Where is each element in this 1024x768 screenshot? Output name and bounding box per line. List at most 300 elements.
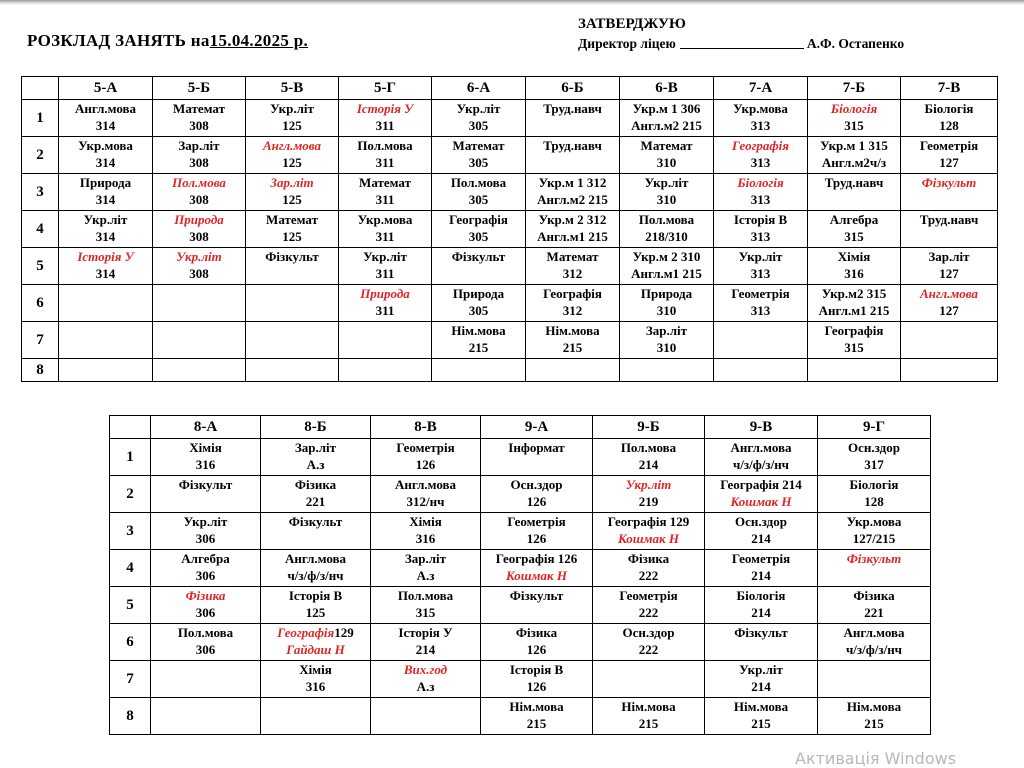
lesson-text: 316 (844, 266, 864, 281)
lesson-text: Англ.м2ч/з (821, 155, 887, 170)
lesson-cell (714, 322, 808, 359)
lesson-cell (153, 211, 246, 248)
lesson-line (714, 248, 807, 265)
lesson-cell (818, 550, 931, 587)
lesson-number: 8 (22, 359, 59, 382)
lesson-text: Математ (640, 138, 693, 153)
lesson-cell (432, 211, 526, 248)
lesson-text: Нім.мова (621, 699, 676, 714)
class-header-6-А: 6-А (432, 77, 526, 100)
lesson-cell (593, 550, 705, 587)
lesson-cell (901, 100, 998, 137)
lesson-text: Хімія (837, 249, 871, 264)
lesson-text: Пол.мова (620, 440, 677, 455)
lesson-line (371, 439, 480, 456)
lesson-cell (593, 476, 705, 513)
schedule-table-5-7 (21, 76, 998, 382)
lesson-cell (705, 550, 818, 587)
lesson-line (481, 550, 592, 567)
lesson-cell (818, 513, 931, 550)
lesson-text-highlight: Кошмак Н (617, 531, 679, 546)
lesson-cell (432, 248, 526, 285)
lesson-text-highlight: Фізкульт (921, 175, 977, 190)
lesson-text: Фізкульт (178, 477, 233, 492)
lesson-line (246, 137, 338, 154)
lesson-text: 127 (939, 266, 959, 281)
lesson-cell (59, 211, 153, 248)
lesson-line (593, 715, 704, 732)
lesson-cell (371, 513, 481, 550)
lesson-line (246, 191, 338, 208)
lesson-text: Нім.мова (846, 699, 902, 714)
lesson-text: Укр.літ (739, 662, 783, 677)
lesson-line (901, 211, 997, 228)
lesson-cell (714, 211, 808, 248)
lesson-line (151, 476, 260, 493)
lesson-text: Укр.м2 315 (821, 286, 887, 301)
lesson-line (808, 211, 900, 228)
lesson-line (481, 493, 592, 510)
class-header-9-Г: 9-Г (818, 416, 931, 439)
lesson-row (110, 439, 931, 476)
lesson-line (339, 174, 431, 191)
lesson-text: Зар.літ (178, 138, 220, 153)
lesson-line (526, 302, 619, 319)
lesson-line (818, 513, 930, 530)
lesson-line (620, 191, 713, 208)
lesson-line (59, 191, 152, 208)
lesson-text: 311 (375, 155, 395, 170)
lesson-line (481, 678, 592, 695)
lesson-line (432, 174, 525, 191)
lesson-line (261, 513, 370, 530)
director-name: А.Ф. Остапенко (806, 36, 905, 51)
lesson-cell (153, 174, 246, 211)
lesson-line (151, 439, 260, 456)
lesson-line (808, 137, 900, 154)
director-label: Директор ліцею (578, 36, 676, 51)
lesson-cell (901, 137, 998, 174)
lesson-line (901, 137, 997, 154)
lesson-line (481, 641, 592, 658)
lesson-text: Геометрія (396, 440, 455, 455)
lesson-text: Англ.мова (74, 101, 137, 116)
lesson-text: А.з (306, 457, 325, 472)
class-header-6-В: 6-В (620, 77, 714, 100)
lesson-text: 313 (750, 229, 771, 244)
lesson-number: 6 (22, 285, 59, 322)
class-header-9-Б: 9-Б (593, 416, 705, 439)
lesson-text: 214 (751, 605, 771, 620)
lesson-line (339, 191, 431, 208)
lesson-cell (432, 137, 526, 174)
lesson-text: Укр.літ (83, 212, 128, 227)
lesson-text-highlight: Фізкульт (846, 551, 902, 566)
lesson-cell (246, 137, 339, 174)
lesson-line (714, 228, 807, 245)
lesson-text: Англ.мова (284, 551, 347, 566)
lesson-line (371, 661, 480, 678)
lesson-cell (593, 624, 705, 661)
signature-line (680, 48, 804, 49)
lesson-cell (818, 661, 931, 698)
lesson-cell (705, 587, 818, 624)
lesson-cell (59, 137, 153, 174)
lesson-line (808, 285, 900, 302)
lesson-text: 125 (305, 605, 326, 620)
lesson-cell (901, 359, 998, 382)
lesson-line (432, 117, 525, 134)
lesson-line (705, 715, 817, 732)
lesson-text: 310 (656, 303, 677, 318)
lesson-text-highlight: Природа (174, 212, 224, 227)
lesson-text: 219 (638, 494, 659, 509)
lesson-text: 315 (844, 229, 864, 244)
lesson-number: 3 (22, 174, 59, 211)
lesson-line (593, 476, 704, 493)
lesson-cell (261, 624, 371, 661)
lesson-text: Укр.мова (357, 212, 413, 227)
lesson-cell (593, 698, 705, 735)
lesson-text: Англ.м1 215 (631, 266, 702, 281)
lesson-text: Укр.мова (846, 514, 902, 529)
lesson-text-highlight: Фізика (185, 588, 226, 603)
lesson-text: Пол.мова (450, 175, 507, 190)
class-header-row (110, 416, 931, 439)
lesson-cell (261, 513, 371, 550)
lesson-text: Англ.мова (394, 477, 457, 492)
lesson-number: 2 (110, 476, 151, 513)
lesson-text: Природа (640, 286, 693, 301)
lesson-text: Нім.мова (451, 323, 506, 338)
lesson-cell (371, 550, 481, 587)
lesson-number: 6 (110, 624, 151, 661)
lesson-cell (59, 322, 153, 359)
lesson-line (432, 211, 525, 228)
lesson-line (151, 530, 260, 547)
lesson-text: Укр.літ (644, 175, 689, 190)
lesson-text: Укр.м 2 310 (632, 249, 701, 264)
lesson-line (526, 285, 619, 302)
lesson-line (818, 698, 930, 715)
lesson-line (818, 641, 930, 658)
lesson-text: 317 (864, 457, 884, 472)
lesson-cell (593, 513, 705, 550)
lesson-line (593, 567, 704, 584)
lesson-line (705, 476, 817, 493)
lesson-line (714, 174, 807, 191)
lesson-line (620, 137, 713, 154)
lesson-line (339, 228, 431, 245)
lesson-cell (620, 322, 714, 359)
lesson-text: Геометрія (731, 551, 791, 566)
lesson-text: Пол.мова (638, 212, 695, 227)
lesson-number: 7 (22, 322, 59, 359)
lesson-number: 5 (22, 248, 59, 285)
lesson-text: Укр.мова (78, 138, 133, 153)
lesson-line (526, 265, 619, 282)
lesson-text: Географія (449, 212, 508, 227)
lesson-line (526, 339, 619, 356)
lesson-line (371, 550, 480, 567)
lesson-line (526, 228, 619, 245)
lesson-cell (339, 359, 432, 382)
corner-cell (22, 77, 59, 100)
class-header-7-Б: 7-Б (808, 77, 901, 100)
lesson-text: 314 (95, 192, 116, 207)
lesson-cell (339, 100, 432, 137)
lesson-text: Укр.літ (183, 514, 228, 529)
lesson-text: Географія 129 (607, 514, 690, 529)
lesson-text: А.з (416, 568, 435, 583)
approval-block (578, 16, 904, 52)
lesson-cell (526, 322, 620, 359)
lesson-cell (481, 550, 593, 587)
lesson-cell (901, 174, 998, 211)
lesson-line (481, 513, 592, 530)
lesson-cell (481, 513, 593, 550)
class-header-9-А: 9-А (481, 416, 593, 439)
lesson-text: 315 (844, 340, 864, 355)
lesson-line (481, 587, 592, 604)
lesson-cell (153, 359, 246, 382)
lesson-text: 316 (305, 679, 326, 694)
lesson-text: Пол.мова (397, 588, 454, 603)
lesson-cell (151, 550, 261, 587)
lesson-text: 316 (195, 457, 216, 472)
lesson-cell (59, 285, 153, 322)
lesson-row (110, 513, 931, 550)
lesson-row (22, 174, 998, 211)
lesson-line (593, 641, 704, 658)
lesson-line (371, 624, 480, 641)
lesson-cell (818, 439, 931, 476)
lesson-cell (808, 211, 901, 248)
lesson-text: Природа (79, 175, 132, 190)
lesson-cell (59, 174, 153, 211)
lesson-line (432, 339, 525, 356)
lesson-text: Англ.мова (730, 440, 792, 455)
lesson-text: Англ.м2 215 (631, 118, 702, 133)
lesson-cell (714, 137, 808, 174)
lesson-text: 310 (656, 155, 677, 170)
lesson-line (432, 228, 525, 245)
lesson-line (593, 456, 704, 473)
lesson-cell (705, 624, 818, 661)
lesson-line (620, 302, 713, 319)
lesson-text: 214 (638, 457, 659, 472)
lesson-text: 305 (468, 155, 489, 170)
lesson-text: Інформат (508, 440, 565, 455)
lesson-text: Осн.здор (735, 514, 787, 529)
lesson-cell (261, 476, 371, 513)
lesson-cell (705, 698, 818, 735)
lesson-text: 308 (189, 155, 209, 170)
lesson-line (59, 100, 152, 117)
lesson-line (808, 228, 900, 245)
lesson-line (620, 154, 713, 171)
lesson-cell (371, 624, 481, 661)
lesson-cell (151, 476, 261, 513)
lesson-text: Укр.м 1 315 (820, 138, 888, 153)
lesson-cell (808, 248, 901, 285)
lesson-text-highlight: Вих.год (403, 662, 448, 677)
class-header-7-В: 7-В (901, 77, 998, 100)
lesson-text: 316 (415, 531, 436, 546)
lesson-line (901, 265, 997, 282)
lesson-cell (620, 137, 714, 174)
lesson-line (432, 100, 525, 117)
lesson-text: 311 (375, 266, 395, 281)
lesson-line (59, 211, 152, 228)
lesson-line (261, 456, 370, 473)
lesson-line (901, 285, 997, 302)
lesson-text: Географія 126 (495, 551, 578, 566)
lesson-text: 215 (468, 340, 489, 355)
lesson-text: 214 (751, 679, 771, 694)
lesson-text: 312 (562, 266, 583, 281)
lesson-text-highlight: Біологія (830, 101, 878, 116)
lesson-line (705, 530, 817, 547)
lesson-cell (593, 439, 705, 476)
lesson-text: 214 (415, 642, 436, 657)
lesson-cell (705, 439, 818, 476)
lesson-cell (246, 359, 339, 382)
lesson-text: Математ (546, 249, 599, 264)
lesson-line (901, 248, 997, 265)
lesson-row (22, 137, 998, 174)
lesson-text: Математ (359, 175, 411, 190)
lesson-line (808, 100, 900, 117)
lesson-line (261, 567, 370, 584)
lesson-cell (151, 587, 261, 624)
lesson-line (371, 493, 480, 510)
lesson-line (714, 137, 807, 154)
lesson-line (818, 456, 930, 473)
lesson-cell (808, 174, 901, 211)
lesson-text: 315 (415, 605, 436, 620)
lesson-line (339, 117, 431, 134)
lesson-text: 308 (189, 266, 209, 281)
lesson-cell (901, 248, 998, 285)
lesson-text: 311 (375, 229, 395, 244)
lesson-text: 127 (939, 303, 959, 318)
lesson-cell (432, 285, 526, 322)
lesson-line (705, 698, 817, 715)
lesson-line (705, 456, 817, 473)
lesson-text: Нім.мова (545, 323, 600, 338)
lesson-line (705, 493, 817, 510)
lesson-text: Укр.літ (738, 249, 783, 264)
lesson-text: Фізика (515, 625, 558, 640)
lesson-line (432, 248, 525, 265)
lesson-line (593, 513, 704, 530)
lesson-line (714, 154, 807, 171)
lesson-text: Нім.мова (509, 699, 564, 714)
lesson-text: 310 (656, 192, 677, 207)
lesson-row (110, 698, 931, 735)
lesson-line (151, 456, 260, 473)
lesson-cell (705, 661, 818, 698)
lesson-line (593, 698, 704, 715)
lesson-line (432, 302, 525, 319)
lesson-text: Укр.м 1 312 (538, 175, 607, 190)
lesson-text: Фізкульт (734, 625, 788, 640)
lesson-text: 215 (526, 716, 547, 731)
lesson-text-highlight: Географія (732, 138, 789, 153)
lesson-line (339, 265, 431, 282)
lesson-line (714, 191, 807, 208)
lesson-line (593, 587, 704, 604)
lesson-cell (620, 211, 714, 248)
lesson-text: Хімія (189, 440, 222, 455)
lesson-text: 222 (638, 568, 659, 583)
lesson-text: 308 (189, 229, 209, 244)
lesson-line (620, 211, 713, 228)
lesson-line (339, 285, 431, 302)
lesson-cell (481, 587, 593, 624)
lesson-line (714, 100, 807, 117)
lesson-line (371, 513, 480, 530)
lesson-text: 125 (282, 192, 302, 207)
lesson-text: 127/215 (852, 531, 896, 546)
lesson-cell (151, 439, 261, 476)
lesson-text: 314 (95, 266, 116, 281)
lesson-cell (153, 100, 246, 137)
lesson-line (339, 100, 431, 117)
lesson-row (110, 476, 931, 513)
lesson-cell (371, 661, 481, 698)
lesson-text: Фізика (853, 588, 895, 603)
lesson-text: Географія (824, 323, 884, 338)
lesson-cell (705, 476, 818, 513)
lesson-line (714, 265, 807, 282)
lesson-text-highlight: Пол.мова (172, 175, 226, 190)
class-header-5-А: 5-А (59, 77, 153, 100)
lesson-text: Біологія (924, 101, 974, 116)
lesson-line (901, 302, 997, 319)
lesson-line (818, 493, 930, 510)
lesson-line (261, 604, 370, 621)
lesson-cell (246, 100, 339, 137)
lesson-cell (153, 322, 246, 359)
lesson-text: 313 (750, 155, 771, 170)
lesson-cell (818, 476, 931, 513)
lesson-text: Англ.м1 215 (537, 229, 608, 244)
lesson-cell (620, 174, 714, 211)
lesson-row (22, 285, 998, 322)
lesson-line (620, 117, 713, 134)
lesson-text-highlight: Географія (277, 625, 335, 640)
lesson-text: 314 (95, 155, 116, 170)
lesson-text: 311 (375, 118, 395, 133)
lesson-row (22, 248, 998, 285)
lesson-cell (246, 248, 339, 285)
windows-activation-watermark: Активація Windows (795, 749, 957, 768)
lesson-line (153, 174, 245, 191)
lesson-line (818, 624, 930, 641)
lesson-cell (153, 137, 246, 174)
lesson-text: 315 (844, 118, 864, 133)
lesson-text: 314 (95, 229, 116, 244)
lesson-cell (620, 100, 714, 137)
lesson-cell (818, 698, 931, 735)
lesson-text: 313 (750, 192, 771, 207)
lesson-cell (432, 100, 526, 137)
lesson-cell (432, 322, 526, 359)
lesson-row (22, 322, 998, 359)
lesson-cell (818, 587, 931, 624)
